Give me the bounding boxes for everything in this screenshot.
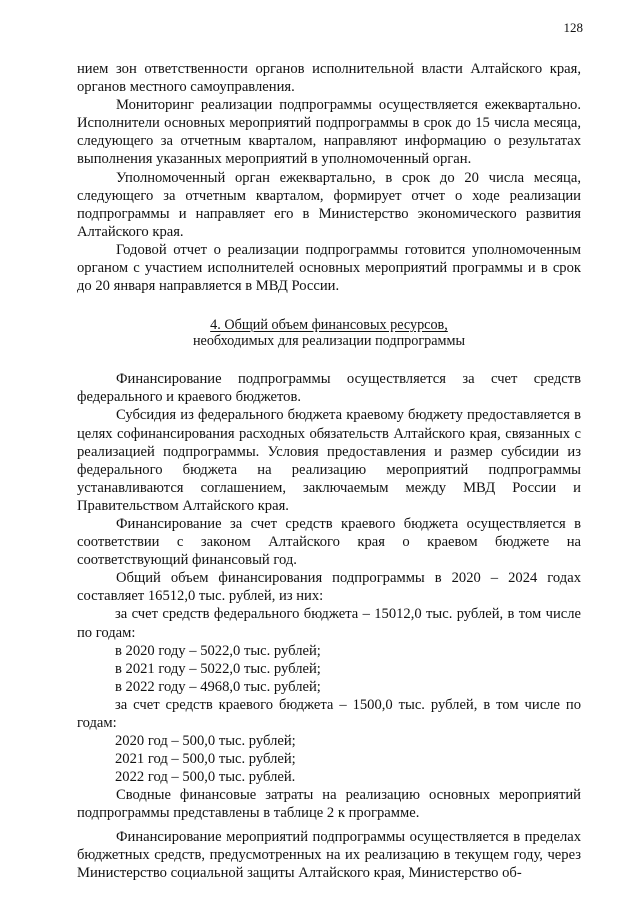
paragraph: Финансирование подпрограммы осуществляется за счет средств федерального и краевого бюджетов.: [77, 371, 581, 406]
section-heading-line: необходимых для реализации подпрограммы: [192, 333, 466, 350]
paragraph: Годовой отчет о реализации подпрограммы готовится уполномоченным органом с участием исполнителей основных мероприятий программы и в срок до 20 января направляется в МВД России.: [77, 241, 581, 295]
list-item: 2022 год – 500,0 тыс. рублей.: [115, 769, 296, 786]
paragraph: Субсидия из федерального бюджета краевому бюджету предоставляется в целях софинансирования расходных обязательств Алтайского края, связанных с реализацией подпрограммы. Условия предоставления и размер субсидии из федерального бюджета на реализацию мероприятий подпрограммы устанавливаются соглашением, заключаемым между МВД России и Правительством Алтайского края.: [77, 407, 581, 514]
document-body: [77, 60, 581, 882]
section-heading-line: 4. Общий объем финансовых ресурсов,: [210, 317, 448, 334]
paragraph: Финансирование за счет средств краевого бюджета осуществляется в соответствии с законом Алтайского края о краевом бюджете на соответствующий финансовый год.: [77, 515, 581, 569]
paragraph: Мониторинг реализации подпрограммы осуществляется ежеквартально. Исполнители основных мероприятий подпрограммы в срок до 15 числа месяца, следующего за отчетным кварталом, направляют информацию о результатах выполнения указанных мероприятий в уполномоченный орган.: [77, 97, 581, 168]
page-number: 128: [563, 20, 583, 35]
paragraph: нием зон ответственности органов исполнительной власти Алтайского края, органов местного самоуправления.: [77, 61, 581, 96]
list-item: 2021 год – 500,0 тыс. рублей;: [115, 751, 296, 768]
list-item: в 2022 году – 4968,0 тыс. рублей;: [115, 678, 321, 695]
paragraph: Финансирование мероприятий подпрограммы осуществляется в пределах бюджетных средств, предусмотренных на их реализацию в текущем году, через Министерство социальной защиты Алтайского края, Министерство об-: [77, 828, 581, 881]
list-item: в 2020 году – 5022,0 тыс. рублей;: [115, 642, 321, 659]
paragraph: Уполномоченный орган ежеквартально, в срок до 20 числа месяца, следующего за отчетным кварталом, формирует отчет о ходе реализации подпрограммы и направляет его в Министерство экономического развития Алтайского края.: [77, 169, 581, 240]
list-item: в 2021 году – 5022,0 тыс. рублей;: [115, 660, 321, 677]
paragraph: за счет средств федерального бюджета – 15012,0 тыс. рублей, в том числе по годам:: [77, 606, 581, 641]
paragraph: Сводные финансовые затраты на реализацию основных мероприятий подпрограммы представлены в таблице 2 к программе.: [77, 787, 581, 822]
section-heading: [77, 317, 581, 349]
list-item: 2020 год – 500,0 тыс. рублей;: [115, 733, 296, 750]
paragraph: за счет средств краевого бюджета – 1500,0 тыс. рублей, в том числе по годам:: [77, 696, 581, 731]
paragraph: Общий объем финансирования подпрограммы в 2020 – 2024 годах составляет 16512,0 тыс. рублей, из них:: [77, 570, 581, 605]
